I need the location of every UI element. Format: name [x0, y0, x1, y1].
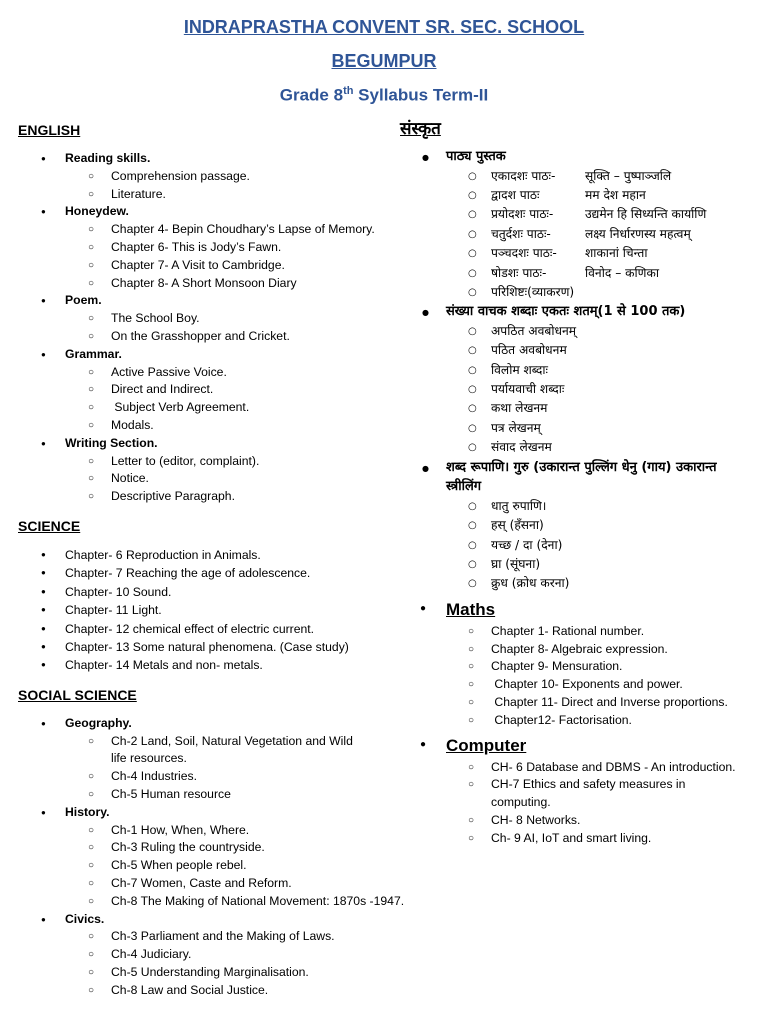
list-item: ○ द्वादश पाठः मम देश महान: [400, 186, 760, 205]
list-item: ○ Ch-7 Women, Caste and Reform.: [18, 875, 418, 893]
list-item: ○ पठित अवबोधनम: [400, 341, 760, 360]
list-item: ○ Chapter12- Factorisation.: [400, 712, 760, 730]
right-column: [400, 116, 760, 847]
sanskrit-heading: संस्कृत: [400, 119, 441, 139]
list-item: ○ हस् (हँसना): [400, 516, 760, 535]
left-column: [18, 120, 418, 1000]
social-science-list: [18, 715, 418, 1000]
list-item: ○ Descriptive Paragraph.: [18, 488, 418, 506]
english-group: ● Poem.: [18, 292, 418, 310]
list-item: ○ प्रयोदशः पाठः- उद्यमेन हि सिध्यन्ति कार्याणि: [400, 205, 760, 224]
list-item: ○ Ch-8 The Making of National Movement: 1870s -1947.: [18, 893, 418, 911]
list-item: ○ परिशिष्टः(व्याकरण): [400, 283, 760, 302]
list-item: ○ Ch-5 Understanding Marginalisation.: [18, 964, 418, 982]
english-group: ● Honeydew.: [18, 203, 418, 221]
list-item: ○ Active Passive Voice.: [18, 364, 418, 382]
list-item: ○ Direct and Indirect.: [18, 381, 418, 399]
computer-heading: ● Computer: [400, 736, 760, 756]
list-item: ● Chapter- 13 Some natural phenomena. (Case study): [18, 638, 418, 656]
list-item: ○ धातु रुपाणि।: [400, 497, 760, 516]
list-item: ○ चतुर्दशः पाठः- लक्ष्य निर्धारणस्य महत्वम्: [400, 225, 760, 244]
list-item: ● Chapter- 6 Reproduction in Animals.: [18, 546, 418, 564]
list-item: ○ CH- 8 Networks.: [400, 812, 760, 830]
english-group: ● Grammar.: [18, 346, 418, 364]
list-item: ○ Ch-2 Land, Soil, Natural Vegetation and Wild life resources.: [18, 733, 418, 769]
list-item: ○ Subject Verb Agreement.: [18, 399, 418, 417]
list-item: ○ Ch-3 Parliament and the Making of Laws.: [18, 928, 418, 946]
list-item: ○ पत्र लेखनम्: [400, 419, 760, 438]
list-item: ○ अपठित अवबोधनम्: [400, 322, 760, 341]
list-item: ○ Letter to (editor, complaint).: [18, 453, 418, 471]
list-item: ○ Ch-5 When people rebel.: [18, 857, 418, 875]
school-place: BEGUMPUR: [331, 51, 437, 71]
syllabus-title: Grade 8th Syllabus Term-II: [279, 85, 489, 105]
list-item: ○ Ch-1 How, When, Where.: [18, 822, 418, 840]
list-item: ○ Ch-8 Law and Social Justice.: [18, 982, 418, 1000]
list-item: ○ षोडशः पाठः- विनोद – कणिका: [400, 264, 760, 283]
list-item: ● Chapter- 10 Sound.: [18, 583, 418, 601]
list-item: ○ कथा लेखनम: [400, 399, 760, 418]
list-item: ○ संवाद लेखनम: [400, 438, 760, 457]
list-item: ○ Ch-4 Judiciary.: [18, 946, 418, 964]
sanskrit-group: ● संख्या वाचक शब्दाः एकतः शतम्(1 से 100 तक): [400, 302, 760, 322]
list-item: ○ पर्यायवाची शब्दाः: [400, 380, 760, 399]
list-item: ○ Ch-3 Ruling the countryside.: [18, 839, 418, 857]
list-item: ○ CH-7 Ethics and safety measures in computing.: [400, 776, 760, 812]
list-item: ○ The School Boy.: [18, 310, 418, 328]
list-item: ○ Chapter 6- This is Jody’s Fawn.: [18, 239, 418, 257]
list-item: ○ क्रुध (क्रोध करना): [400, 574, 760, 593]
list-item: ○ Chapter 7- A Visit to Cambridge.: [18, 257, 418, 275]
list-item: ○ यच्छ / दा (देना): [400, 536, 760, 555]
list-item: ○ CH- 6 Database and DBMS - An introduction.: [400, 759, 760, 777]
list-item: ○ Chapter 10- Exponents and power.: [400, 676, 760, 694]
science-heading: SCIENCE: [18, 517, 81, 534]
social-group: ● Civics.: [18, 911, 418, 929]
list-item: ○ पञ्चदशः पाठः- शाकानां चिन्ता: [400, 244, 760, 263]
list-item: ○ एकादशः पाठः- सूक्ति – पुष्पाञ्जलि: [400, 167, 760, 186]
list-item: ○ Literature.: [18, 186, 418, 204]
computer-list: [400, 759, 760, 848]
list-item: ○ Modals.: [18, 417, 418, 435]
sanskrit-group: ● पाठ्य पुस्तक: [400, 147, 760, 167]
list-item: ○ Chapter 1- Rational number.: [400, 623, 760, 641]
science-list: [18, 546, 418, 675]
list-item: ○ Ch-4 Industries.: [18, 768, 418, 786]
list-item: ○ घ्रा (सूंघना): [400, 555, 760, 574]
list-item: ● Chapter- 7 Reaching the age of adolescence.: [18, 564, 418, 582]
maths-heading: ● Maths: [400, 600, 760, 620]
english-group: ● Writing Section.: [18, 435, 418, 453]
list-item: ○ Chapter 4- Bepin Choudhary’s Lapse of Memory.: [18, 221, 418, 239]
list-item: ○ Chapter 8- A Short Monsoon Diary: [18, 275, 418, 293]
social-group: ● History.: [18, 804, 418, 822]
list-item: ○ Chapter 9- Mensuration.: [400, 658, 760, 676]
list-item: ○ Ch- 9 AI, IoT and smart living.: [400, 830, 760, 848]
list-item: ○ On the Grasshopper and Cricket.: [18, 328, 418, 346]
list-item: ● Chapter- 14 Metals and non- metals.: [18, 656, 418, 674]
list-item: ○ Chapter 11- Direct and Inverse proportions.: [400, 694, 760, 712]
english-list: [18, 150, 418, 506]
social-group: ● Geography.: [18, 715, 418, 733]
sanskrit-group: ● शब्द रूपाणि। गुरु (उकारान्त पुल्लिंग धेनु (गाय) उकारान्त स्त्रीलिंग: [400, 458, 746, 497]
sanskrit-list: [400, 147, 760, 594]
list-item: ● Chapter- 11 Light.: [18, 601, 418, 619]
maths-list: [400, 623, 760, 730]
list-item: ○ विलोम शब्दाः: [400, 361, 760, 380]
english-heading: ENGLISH: [18, 122, 81, 138]
list-item: ○ Ch-5 Human resource: [18, 786, 418, 804]
social-science-heading: SOCIAL SCIENCE: [18, 686, 137, 703]
list-item: ○ Notice.: [18, 470, 418, 488]
english-group: ● Reading skills.: [18, 150, 418, 168]
list-item: ○ Chapter 8- Algebraic expression.: [400, 641, 760, 659]
list-item: ● Chapter- 12 chemical effect of electric current.: [18, 620, 418, 638]
list-item: ○ Comprehension passage.: [18, 168, 418, 186]
school-name: INDRAPRASTHA CONVENT SR. SEC. SCHOOL: [183, 17, 585, 37]
